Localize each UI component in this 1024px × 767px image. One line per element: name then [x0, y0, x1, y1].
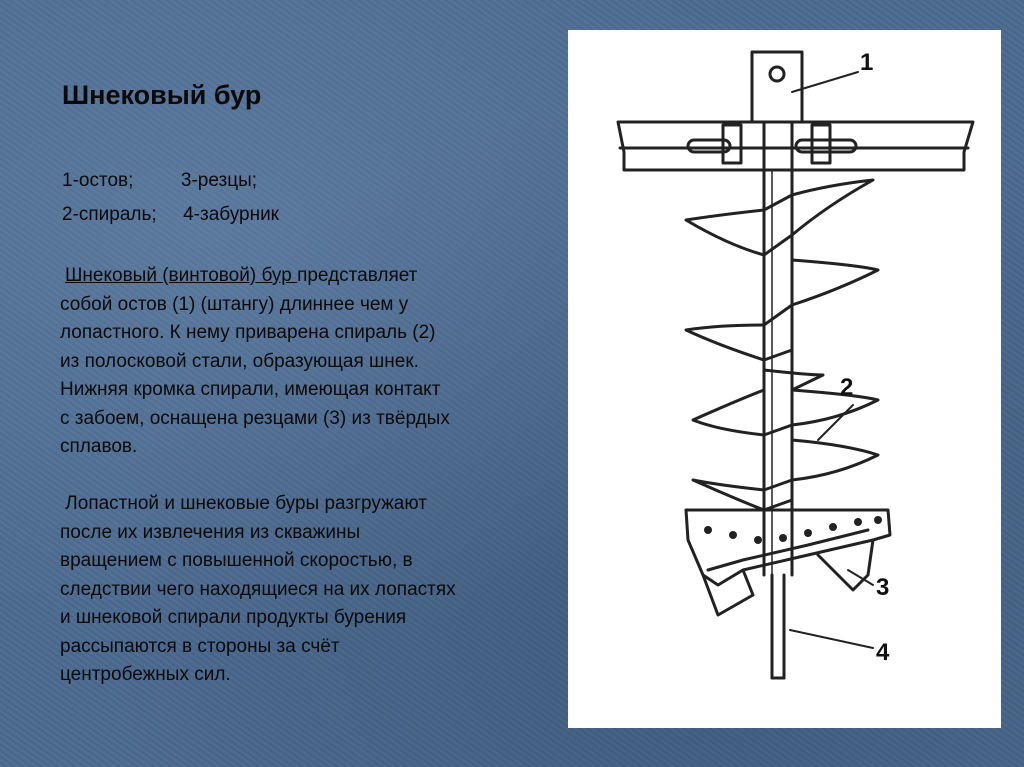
underlined-term: Шнековый (винтовой) бур [65, 265, 298, 286]
callout-label-4: 4 [876, 639, 890, 666]
para1-line-1-rest: представляет [297, 265, 418, 286]
legend-line-2: 2-спираль; 4-забурник [62, 204, 279, 225]
callout-label-2: 2 [840, 374, 854, 401]
para2-line-4: следствии чего находящиеся на их лопастях [60, 578, 456, 600]
para1-line-7: сплавов. [60, 436, 138, 457]
para2-line-7: центробежных сил. [60, 664, 231, 685]
para2-line-1: Лопастной и шнековые буры разгружают [60, 493, 427, 514]
callout-label-3: 3 [876, 574, 890, 601]
slide-title: Шнековый бур [62, 80, 262, 110]
para1-line-3: лопастного. К нему приварена спираль (2) [60, 322, 436, 343]
para2-line-5: и шнековой спирали продукты бурения [60, 607, 407, 628]
spiral-flight-1 [686, 180, 873, 255]
callout-label-1: 1 [860, 49, 874, 76]
legend-line-1: 1-остов; 3-резцы; [62, 170, 258, 191]
leader-2 [818, 405, 853, 440]
para1-line-1 [60, 262, 540, 291]
coupling-hole [770, 67, 784, 81]
para1-line-2: собой остов (1) (штангу) длиннее чем у [60, 293, 409, 315]
para1-line-5: Нижняя кромка спирали, имеющая контакт [60, 379, 441, 400]
para1-line-4: из полосковой стали, образующая шнек. [60, 350, 419, 372]
cutter-blade-left [703, 570, 753, 615]
para2-line-6: рассыпаются в стороны за счёт [60, 635, 340, 657]
para2-line-2: после их извлечения из скважины [60, 521, 361, 543]
paragraph-unloading [60, 490, 540, 690]
leader-4 [790, 630, 873, 648]
top-coupling [752, 52, 802, 122]
para1-line-6: с забоем, оснащена резцами (3) из твёрдых [60, 407, 450, 429]
paragraph-description [60, 262, 540, 462]
para2-line-3: вращением с повышенной скоростью, в [60, 550, 413, 571]
auger-drill-diagram [568, 30, 1001, 728]
auger-figure-panel [568, 30, 1001, 728]
spiral-flight-4 [693, 440, 878, 510]
spiral-flight-2 [686, 260, 878, 360]
